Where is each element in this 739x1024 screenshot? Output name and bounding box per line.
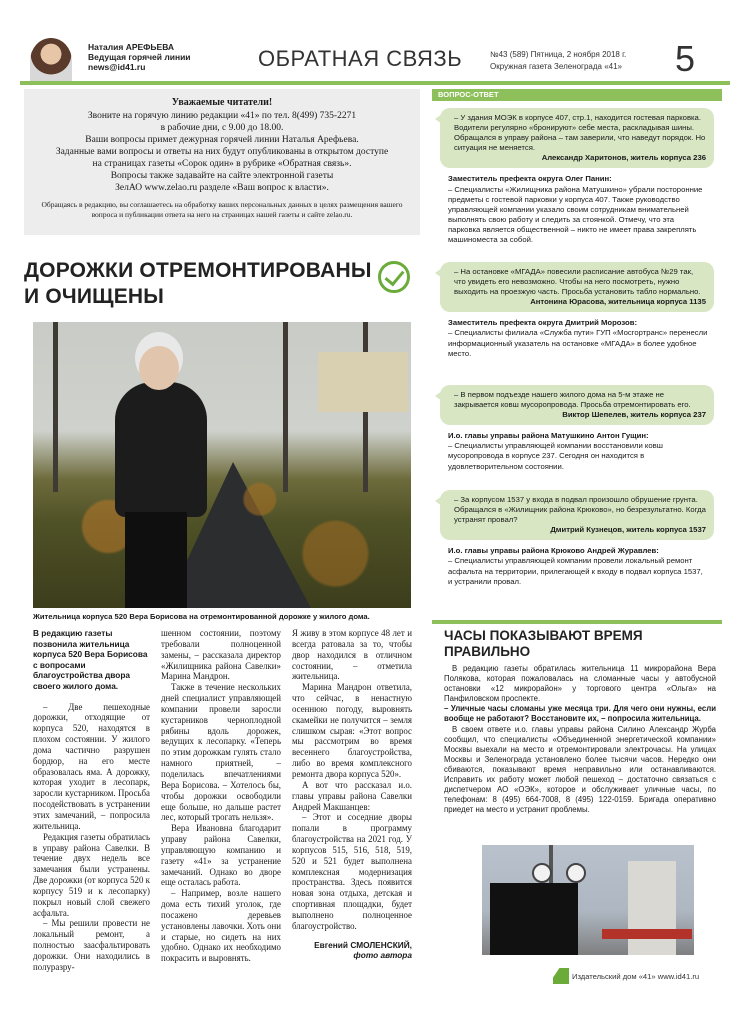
question-author: Виктор Шепелев, житель корпуса 237 bbox=[562, 410, 706, 420]
author-byline: Евгений СМОЛЕНСКИЙ, bbox=[314, 939, 412, 950]
answer-block bbox=[440, 425, 714, 477]
answer-block bbox=[440, 168, 714, 251]
answer-text: – Специалисты филиала «Служба пути» ГУП «Мосгортранс» перенесли информационный указатель на остановке «МГАДА» в более удобное место. bbox=[448, 328, 708, 358]
qa-label: ВОПРОС-ОТВЕТ bbox=[438, 90, 499, 99]
qa-item bbox=[440, 108, 714, 251]
paragraph: – Мы решили провести не локальный ремонт, а полностью заасфальтировать дорожки. Они находились в полуразру- bbox=[33, 918, 150, 972]
answer-text: – Специалисты «Жилищника района Матушкино» убрали посторонние предметы с гостевой парковки у корпуса 407. Также руководство управляющей компании указало своим сотрудникам внимательней выполнять свою работу и следить за стоянкой. Отмечу, что эта парковка является общественной – никто не имеет права закреплять машиноместа за собой. bbox=[448, 184, 703, 245]
question-text: – На остановке «МГАДА» повесили расписание автобуса №29 так, что увидеть его невозможно. Чтобы на него посмотреть, нужно выходить на проезжую часть. Просьба установить табло нормально. bbox=[454, 267, 701, 297]
photo-caption: Жительница корпуса 520 Вера Борисова на отремонтированной дорожке у жилого дома. bbox=[33, 612, 370, 621]
clock-icon bbox=[566, 863, 586, 883]
readers-box-title: Уважаемые читатели! bbox=[171, 97, 273, 108]
main-headline: ДОРОЖКИ ОТРЕМОНТИРОВАНЫ И ОЧИЩЕНЫ bbox=[24, 259, 372, 308]
answer-author: И.о. главы управы района Матушкино Антон Гущин: bbox=[448, 431, 649, 441]
author-role: Ведущая горячей линии bbox=[88, 52, 191, 62]
author-photo bbox=[30, 38, 72, 84]
clock-icon bbox=[532, 863, 552, 883]
question-bubble bbox=[440, 385, 714, 425]
question-author: Александр Харитонов, житель корпуса 236 bbox=[541, 153, 706, 163]
question-bubble bbox=[440, 108, 714, 168]
page-header bbox=[20, 30, 720, 82]
paragraph: шенном состоянии, поэтому требовали полноценной замены, – рассказала директор «Жилищника района Савелки» Марина Мандрон. bbox=[161, 628, 281, 682]
article-column-3 bbox=[292, 628, 412, 961]
paragraph: – Этот и соседние дворы попали в программу благоустройства на 2021 год. У корпусов 515, 516, 518, 519, 520 и 521 будет выполнена комплексная модернизация пространства. Здесь появится новая зона отдыха, детская и спортивная площадки, будет выполнено полноценное благоустройство. bbox=[292, 812, 412, 931]
qa-item bbox=[440, 262, 714, 365]
footer-text[interactable]: Издательский дом «41» www.id41.ru bbox=[572, 972, 700, 981]
quote: – Уличные часы сломаны уже месяца три. Для чего они нужны, если вообще не работают? Восстановите их, – попросила жительница. bbox=[444, 704, 716, 724]
readers-box-line: в рабочие дни, с 9.00 до 18.00. bbox=[160, 123, 284, 133]
article-column-2 bbox=[161, 628, 281, 964]
article-photo bbox=[33, 322, 411, 608]
paragraph: Редакция газеты обратилась в управу района Савелки. В течение двух недель все замечания были устранены. Две дорожки (от корпуса 520 к корпусу 519 и к лесопарку) покрыл новый слой свежего асфальта. bbox=[33, 831, 150, 918]
paragraph: А вот что рассказал и.о. главы управы района Савелки Андрей Макшанцев: bbox=[292, 779, 412, 812]
photo-sign bbox=[602, 929, 692, 939]
publisher-logo-icon bbox=[553, 968, 569, 984]
paragraph: Вера Ивановна благодарит управу района Савелки, управляющую компанию и газету «41» за устранение замечаний. Однако во дворе еще осталась работа. bbox=[161, 823, 281, 888]
photo-building bbox=[628, 861, 676, 955]
answer-author: Заместитель префекта округа Олег Панин: bbox=[448, 174, 612, 184]
section-title: ОБРАТНАЯ СВЯЗЬ bbox=[258, 46, 463, 71]
photo-screen bbox=[490, 883, 578, 955]
answer-text: – Специалисты управляющей компании восстановили ковш мусоропровода в корпусе 237. Сегодня он находится в удовлетворительном состоянии. bbox=[448, 441, 663, 471]
question-text: – В первом подъезде нашего жилого дома на 5-м этаже не закрывается ковш мусоропровода. Просьба отремонтировать его. bbox=[454, 390, 691, 410]
photo-leaves bbox=[33, 472, 411, 608]
issue-info bbox=[490, 49, 626, 73]
question-author: Антонина Юрасова, жительница корпуса 1135 bbox=[530, 297, 706, 307]
readers-box-line: Звоните на горячую линию редакции «41» по тел. 8(499) 735-2271 bbox=[87, 111, 357, 121]
readers-box-line: на страницах газеты «Сорок один» в рубрике «Обратная связь». bbox=[92, 159, 352, 169]
readers-box-line: Вопросы также задавайте на сайте электронной газеты bbox=[110, 171, 334, 181]
checkmark-icon bbox=[378, 261, 410, 293]
paragraph: В редакцию газеты обратилась жительница 11 микрорайона Вера Полякова, которая пожаловалась на сломанные часы у автобусной остановки «12 микрорайон» у торгового центра «Ольга» на Панфиловском проспекте. bbox=[444, 664, 716, 704]
author-name: Наталия АРЕФЬЕВА bbox=[88, 42, 175, 52]
qa-item bbox=[440, 490, 714, 593]
article-lead: В редакцию газеты позвонила жительница корпуса 520 Вера Борисова с вопросами благоустройства двора своего жилого дома. bbox=[33, 628, 148, 691]
photo-person bbox=[115, 382, 207, 517]
page-number: 5 bbox=[675, 38, 696, 79]
paragraph: Марина Мандрон ответила, что сейчас, в ненастную осеннюю погоду, выровнять скамейки не получится – земля слишком сырая: «Этот вопрос мы рассмотрим во время весеннего благоустройства, либо во время комплексного ремонта двора корпуса 520». bbox=[292, 682, 412, 779]
question-bubble bbox=[440, 490, 714, 540]
photo-person-head bbox=[139, 346, 179, 390]
answer-text: – Специалисты управляющей компании провели локальный ремонт асфальта на территории, прилегающей к входу в подвал корпуса 1537, и устранили провал. bbox=[448, 556, 703, 586]
readers-box-line: ЗелАО www.zelao.ru разделе «Ваш вопрос к власти». bbox=[115, 183, 329, 193]
answer-author: Заместитель префекта округа Дмитрий Морозов: bbox=[448, 318, 638, 328]
photo-person-legs bbox=[125, 512, 187, 608]
clock-photo bbox=[482, 845, 694, 955]
paper-line: Окружная газета Зеленограда «41» bbox=[490, 62, 623, 71]
answer-block bbox=[440, 312, 714, 364]
paragraph: Также в течение нескольких дней специалист управляющей компании провели заросли кустарников черноплодной рябины вдоль дорожек, ведущих к лесопарку. «Теперь по этим дорожкам гулять стало намного приятней, – поделилась впечатлениями Вера Борисова. – Хотелось бы, чтобы дорожки освободили еще больше, но дальше растет лес, который трогать нельзя». bbox=[161, 682, 281, 823]
answer-author: И.о. главы управы района Крюково Андрей Журавлев: bbox=[448, 546, 659, 556]
paragraph: – Две пешеходные дорожки, отходящие от корпуса 520, находятся в плохом состоянии. У жилого дома частично разрушен бордюр, на его месте образовалась яма. А дорожку, которая уходит в лесопарк, заросли кустарником. Просьба посодействовать в устранении этих замечаний, – попросила жительница. bbox=[33, 701, 150, 831]
question-text: – У здания МОЭК в корпусе 407, стр.1, находится гостевая парковка. Водители регулярно «бронируют» себе места, раскладывая шины. Обращался в управу района – там заверили, что наведут порядок. Но ситуация не меняется. bbox=[454, 113, 706, 153]
readers-box bbox=[24, 89, 420, 235]
photo-tree bbox=[53, 322, 58, 492]
paragraph: – Например, возле нашего дома есть тихий уголок, где посажено деревьев установлены лавочки. Хоть они и старые, но сидеть на них удобно. Однако их необходимо покрасить и выровнять. bbox=[161, 888, 281, 964]
readers-box-line: Заданные вами вопросы и ответы на них будут опубликованы в открытом доступе bbox=[55, 147, 389, 157]
answer-block bbox=[440, 540, 714, 592]
author-block bbox=[88, 42, 191, 72]
issue-line: №43 (589) Пятница, 2 ноября 2018 г. bbox=[490, 50, 627, 59]
paragraph: Я живу в этом корпусе 48 лет и всегда ратовала за то, чтобы двор находился в отличном состоянии, – отметила жительница. bbox=[292, 628, 412, 682]
clock-article-body bbox=[444, 664, 716, 815]
readers-box-note: Обращаясь в редакцию, вы соглашаетесь на обработку ваших персональных данных в целях размещения вашего вопроса и публикации ответа на него на страницах нашей газеты и сайте zelao.ru. bbox=[41, 200, 403, 219]
photo-building bbox=[318, 352, 408, 412]
article-column-1 bbox=[33, 628, 150, 973]
header-rule bbox=[20, 81, 730, 85]
readers-box-line: Ваши вопросы примет дежурная горячей линии Наталья Арефьева. bbox=[85, 135, 359, 145]
question-author: Дмитрий Кузнецов, житель корпуса 1537 bbox=[550, 525, 706, 535]
qa-header-bar bbox=[432, 89, 722, 101]
author-email[interactable]: news@id41.ru bbox=[88, 62, 146, 72]
section-rule bbox=[432, 620, 722, 624]
article-signature bbox=[292, 940, 412, 962]
paragraph: В своем ответе и.о. главы управы района Силино Александр Журба сообщил, что специалисты «Объединенной энергетической компании» Москвы выехали на место и отремонтировали электрочасы. На улицах Москвы и Зеленограда установлено более тысячи часов. Нередко они сбиваются, показывают время неправильно или останавливаются. Исправить их работу может любой пешеход – достаточно связаться с диспетчером АО «ОЭК», которое и обслуживает уличные часы, по телефонам: 8 (495) 664-7008, 8 (495) 122-0159. Бригада оперативно приедет на место и устранит проблемы. bbox=[444, 724, 716, 815]
clock-headline: ЧАСЫ ПОКАЗЫВАЮТ ВРЕМЯ ПРАВИЛЬНО bbox=[444, 628, 643, 659]
photo-credit: фото автора bbox=[353, 950, 412, 961]
question-text: – За корпусом 1537 у входа в подвал произошло обрушение грунта. Обращался в «Жилищник района Крюково», но безрезультатно. Когда устранят провал? bbox=[454, 495, 706, 525]
qa-item bbox=[440, 385, 714, 478]
question-bubble bbox=[440, 262, 714, 312]
